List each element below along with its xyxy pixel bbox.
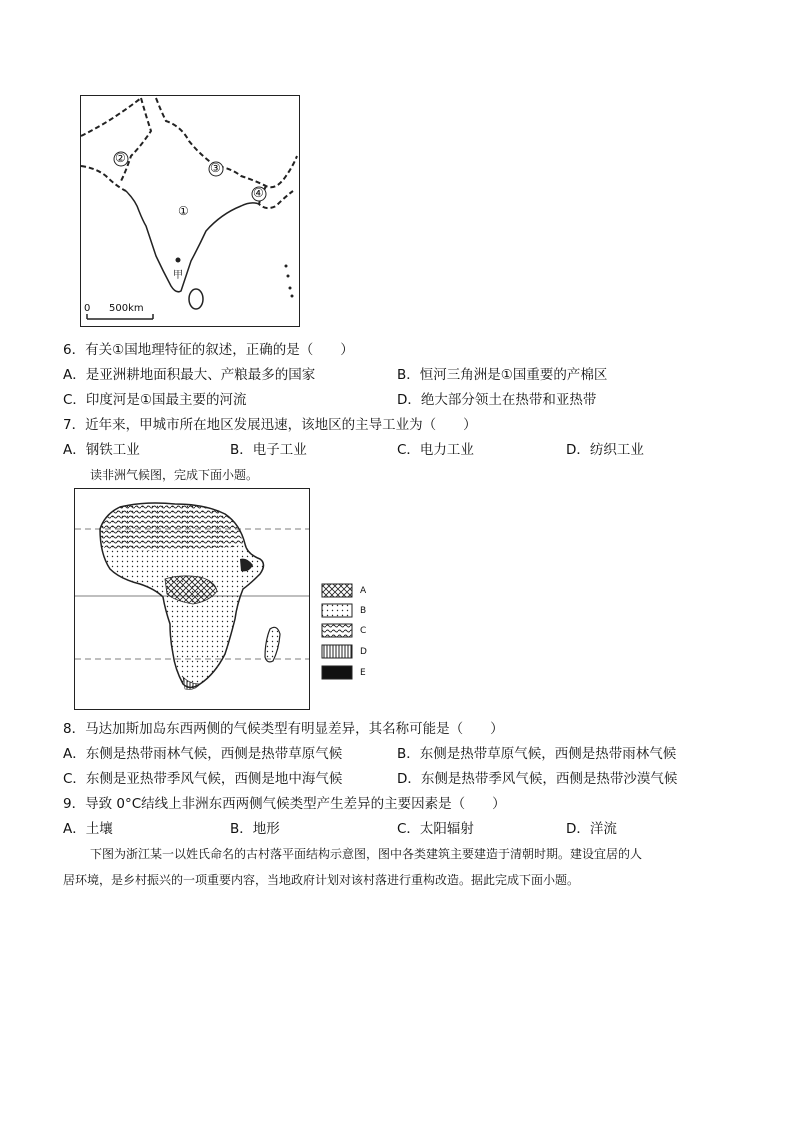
legend-label-d: D	[360, 647, 367, 657]
q9-option-c[interactable]: C．太阳辐射	[397, 821, 474, 837]
africa-intro: 读非洲气候图，完成下面小题。	[90, 468, 259, 482]
q6-option-d[interactable]: D．绝大部分领土在热带和亚热带	[397, 392, 597, 408]
map-label-4: ④	[253, 186, 264, 200]
africa-climate-drawing	[75, 489, 309, 709]
q9-option-b[interactable]: B．地形	[230, 821, 280, 837]
q8-stem: 8．马达加斯加岛东西两侧的气候类型有明显差异，其名称可能是（ ）	[63, 721, 504, 737]
q6-stem: 6．有关①国地理特征的叙述，正确的是（ ）	[63, 342, 354, 358]
q9-stem: 9．导致 0°C结线上非洲东西两侧气候类型产生差异的主要因素是（ ）	[63, 796, 506, 812]
q6-option-a[interactable]: A．是亚洲耕地面积最大、产粮最多的国家	[63, 367, 316, 383]
map-label-2: ②	[115, 151, 126, 165]
q7-option-a[interactable]: A．钢铁工业	[63, 442, 140, 458]
legend-label-e: E	[360, 668, 366, 678]
south-asia-map-drawing	[81, 96, 299, 326]
q8-option-c[interactable]: C．东侧是亚热带季风气候，西侧是地中海气候	[63, 771, 343, 787]
legend-label-a: A	[360, 586, 367, 596]
map-label-3: ③	[210, 161, 221, 175]
q9-option-a[interactable]: A．土壤	[63, 821, 113, 837]
legend-swatch-e	[322, 666, 352, 679]
legend-label-b: B	[360, 606, 367, 616]
africa-legend-swatches	[320, 583, 360, 683]
scale-value: 500km	[109, 303, 144, 314]
scale-zero: 0	[84, 303, 91, 314]
legend-swatch-b	[322, 604, 352, 617]
q8-option-a[interactable]: A．东侧是热带雨林气候，西侧是热带草原气候	[63, 746, 343, 762]
legend-swatch-a	[322, 584, 352, 597]
q6-option-b[interactable]: B．恒河三角洲是①国重要的产棉区	[397, 367, 608, 383]
q7-option-b[interactable]: B．电子工业	[230, 442, 307, 458]
south-asia-map	[80, 95, 300, 327]
q6-option-c[interactable]: C．印度河是①国最主要的河流	[63, 392, 247, 408]
q8-option-d[interactable]: D．东侧是热带季风气候，西侧是热带沙漠气候	[397, 771, 678, 787]
village-intro-line2: 居环境，是乡村振兴的一项重要内容，当地政府计划对该村落进行重构改造。据此完成下面小题。	[63, 873, 580, 887]
q7-stem: 7．近年来，甲城市所在地区发展迅速，该地区的主导工业为（ ）	[63, 417, 477, 433]
legend-swatch-d	[322, 645, 352, 658]
map-label-city: 甲	[173, 270, 183, 281]
q7-option-d[interactable]: D．纺织工业	[566, 442, 644, 458]
legend-swatch-c	[322, 624, 352, 637]
legend-label-c: C	[360, 626, 367, 636]
africa-climate-map	[74, 488, 310, 710]
q7-option-c[interactable]: C．电力工业	[397, 442, 474, 458]
q8-option-b[interactable]: B．东侧是热带草原气候，西侧是热带雨林气候	[397, 746, 677, 762]
village-intro-line1: 下图为浙江某一以姓氏命名的古村落平面结构示意图，图中各类建筑主要建造于清朝时期。建设宜居的人	[90, 847, 643, 861]
map-label-1: ①	[178, 204, 189, 218]
q9-option-d[interactable]: D．洋流	[566, 821, 617, 837]
